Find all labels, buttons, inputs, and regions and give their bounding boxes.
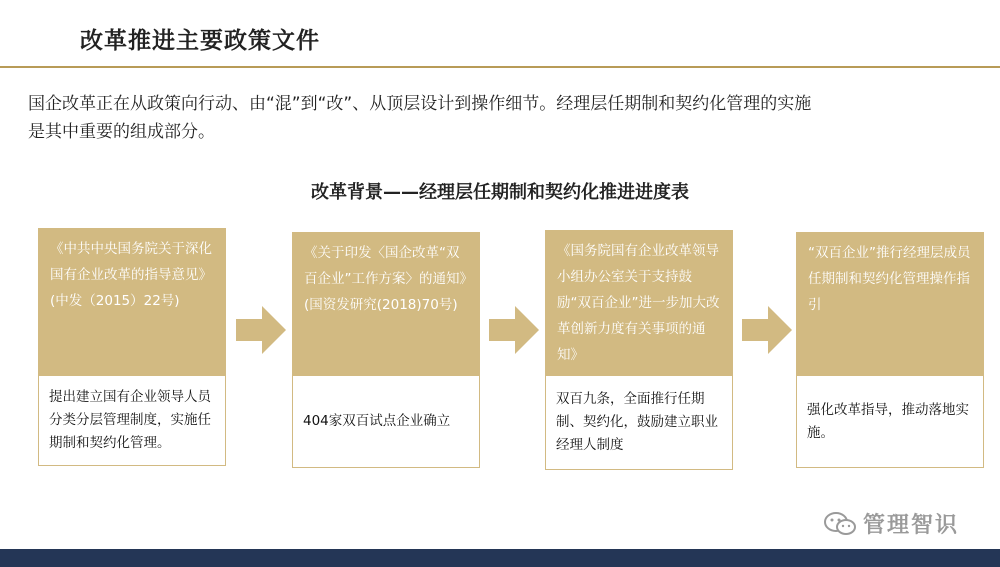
intro-line-2: 是其中重要的组成部分。 bbox=[28, 122, 215, 142]
intro-paragraph bbox=[28, 90, 968, 146]
arrow-right-icon bbox=[236, 306, 286, 354]
footer-bar bbox=[0, 549, 1000, 567]
step-card-2 bbox=[292, 232, 480, 468]
watermark-text: 管理智识 bbox=[863, 513, 960, 538]
step-card-1 bbox=[38, 228, 226, 466]
page-title: 改革推进主要政策文件 bbox=[80, 28, 320, 54]
policy-document-3: 《国务院国有企业改革领导小组办公室关于支持鼓励“双百企业”进一步加大改革创新力度有关事项的通知》 bbox=[545, 230, 733, 376]
step-result-text-2: 404家双百试点企业确立 bbox=[303, 413, 451, 429]
intro-line-1: 国企改革正在从政策向行动、由“混”到“改”、从顶层设计到操作细节。经理层任期制和契约化管理的实施 bbox=[28, 94, 812, 114]
section-subtitle: 改革背景——经理层任期制和契约化推进进度表 bbox=[311, 182, 689, 203]
policy-document-2: 《关于印发〈国企改革“双百企业”工作方案〉的通知》(国资发研究(2018)70号) bbox=[292, 232, 480, 376]
step-result-text-1: 提出建立国有企业领导人员分类分层管理制度，实施任期制和契约化管理。 bbox=[49, 389, 211, 451]
step-card-4 bbox=[796, 232, 984, 468]
arrow-right-icon bbox=[489, 306, 539, 354]
wechat-icon bbox=[823, 511, 857, 537]
arrow-right-icon bbox=[742, 306, 792, 354]
step-result-text-4: 强化改革指导，推动落地实施。 bbox=[807, 401, 969, 441]
step-result-2 bbox=[292, 376, 480, 468]
policy-document-1: 《中共中央国务院关于深化国有企业改革的指导意见》(中发（2015）22号) bbox=[38, 228, 226, 376]
step-result-3 bbox=[545, 376, 733, 470]
policy-document-4: “双百企业”推行经理层成员任期制和契约化管理操作指引 bbox=[796, 232, 984, 376]
watermark bbox=[823, 508, 959, 539]
step-result-1 bbox=[38, 376, 226, 466]
title-bar bbox=[0, 0, 1000, 68]
step-card-3 bbox=[545, 230, 733, 470]
step-result-text-3: 双百九条，全面推行任期制、契约化，鼓励建立职业经理人制度 bbox=[556, 391, 718, 453]
step-result-4 bbox=[796, 376, 984, 468]
